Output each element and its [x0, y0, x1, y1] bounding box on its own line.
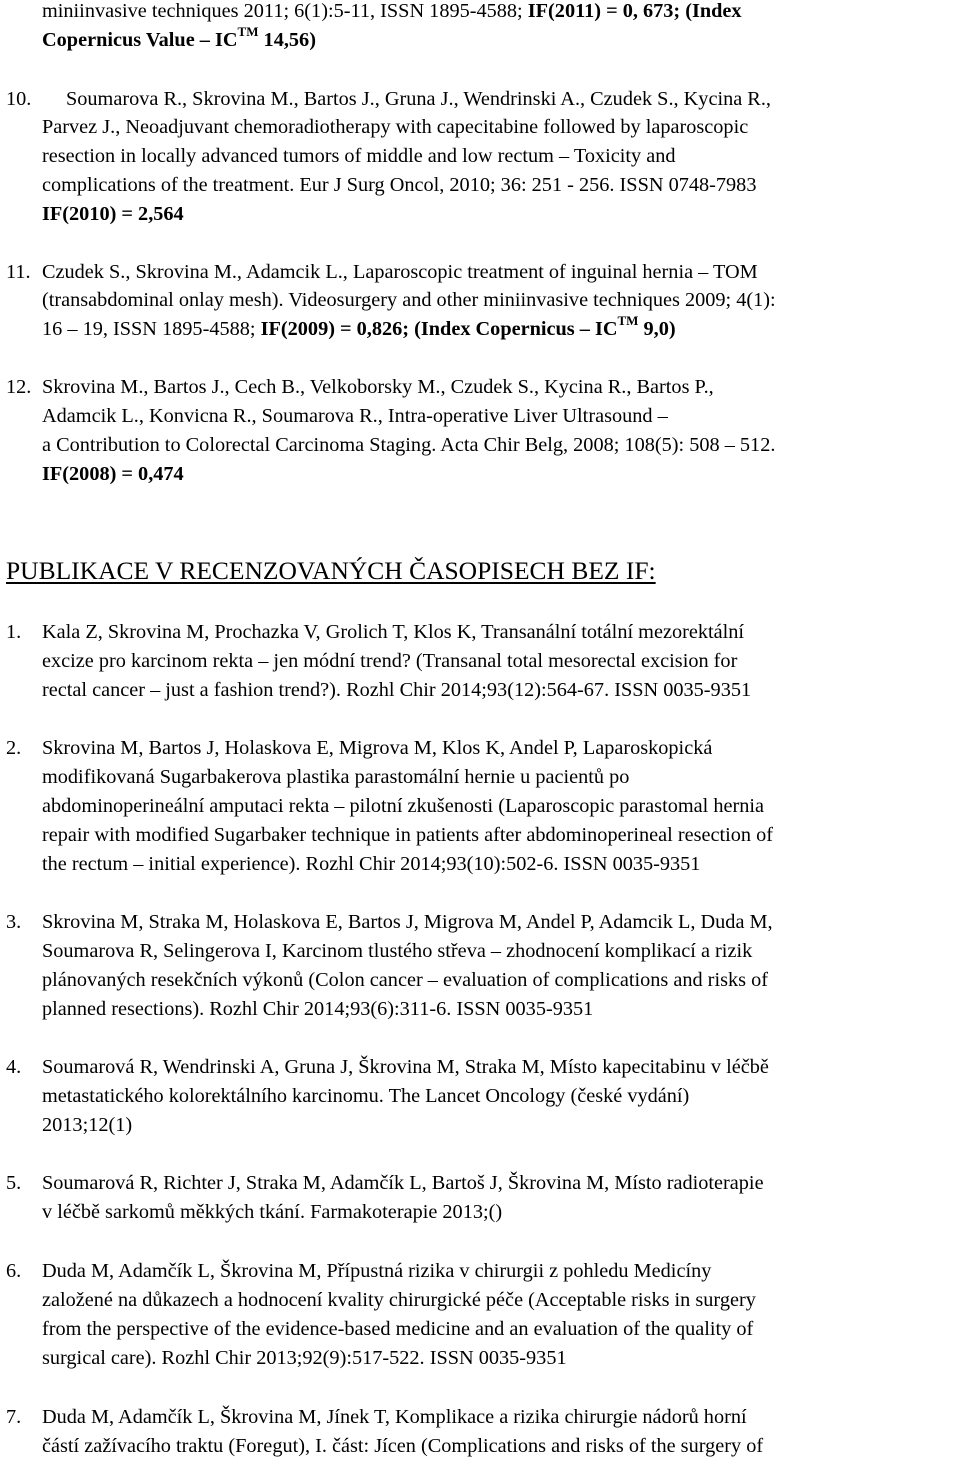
ref-line: resection in locally advanced tumors of middle and low rectum – Toxicity and [42, 145, 676, 167]
ref-line: Soumarova R., Skrovina M., Bartos J., Gruna J., Wendrinski A., Czudek S., Kycina R., [66, 88, 771, 110]
ref-line: Soumarova R, Selingerova I, Karcinom tlustého střeva – zhodnocení komplikací a rizik [42, 940, 753, 962]
top-entry-if: IF(2011) = 0, 673; (Index [527, 0, 742, 22]
ref-line: Skrovina M., Bartos J., Cech B., Velkoborsky M., Czudek S., Kycina R., Bartos P., [42, 376, 714, 398]
ref-number: 3. [6, 911, 22, 933]
top-entry-value: 14,56) [258, 29, 316, 51]
ref-number: 12. [6, 376, 32, 398]
ref-number: 1. [6, 621, 22, 643]
top-entry-sup: TM [237, 24, 259, 40]
ref-line: Soumarová R, Richter J, Straka M, Adamčík L, Bartoš J, Škrovina M, Místo radioterapie [42, 1172, 764, 1194]
ref-line: modifikovaná Sugarbakerova plastika parastomální hernie u pacientů po [42, 766, 630, 788]
ref-line: založené na důkazech a hodnocení kvality chirurgické péče (Acceptable risks in surgery [42, 1289, 756, 1311]
ref-line: repair with modified Sugarbaker technique in patients after abdominoperineal resection of [42, 824, 773, 846]
ref-line: částí zažívacího traktu (Foregut), I. část: Jícen (Complications and risks of the surgery of [42, 1435, 764, 1457]
ref-line: Skrovina M, Straka M, Holaskova E, Bartos J, Migrova M, Andel P, Adamcik L, Duda M, [42, 911, 773, 933]
ref-number: 4. [6, 1056, 22, 1078]
ref-if: IF(2010) = 2,564 [42, 203, 184, 225]
ref-line: Kala Z, Skrovina M, Prochazka V, Grolich T, Klos K, Transanální totální mezorektální [42, 621, 745, 643]
ref-line: metastatického kolorektálního karcinomu. The Lancet Oncology (české vydání) [42, 1085, 690, 1107]
ref-number: 5. [6, 1172, 22, 1194]
ref-line: plánovaných resekčních výkonů (Colon cancer – evaluation of complications and risks of [42, 969, 768, 991]
ref-if: IF(2008) = 0,474 [42, 463, 184, 485]
ref-text: 16 – 19, ISSN 1895-4588; [42, 318, 261, 340]
ref-line: Soumarová R, Wendrinski A, Gruna J, Škrovina M, Straka M, Místo kapecitabinu v léčbě [42, 1056, 769, 1078]
ref-line: the rectum – initial experience). Rozhl Chir 2014;93(10):502-6. ISSN 0035-9351 [42, 853, 701, 875]
ref-line: v léčbě sarkomů měkkých tkání. Farmakoterapie 2013;() [42, 1201, 503, 1223]
ref-line: a Contribution to Colorectal Carcinoma Staging. Acta Chir Belg, 2008; 108(5): 508 – 512. [42, 434, 776, 456]
ref-sup: TM [617, 313, 639, 329]
ref-line: Parvez J., Neoadjuvant chemoradiotherapy with capecitabine followed by laparoscopic [42, 116, 749, 138]
ref-line: 2013;12(1) [42, 1114, 133, 1136]
ref-line: Skrovina M, Bartos J, Holaskova E, Migrova M, Klos K, Andel P, Laparoskopická [42, 737, 713, 759]
ref-number: 6. [6, 1260, 22, 1282]
ref-line: Duda M, Adamčík L, Škrovina M, Jínek T, Komplikace a rizika chirurgie nádorů horní [42, 1406, 747, 1428]
ref-line: rectal cancer – just a fashion trend?). Rozhl Chir 2014;93(12):564-67. ISSN 0035-9351 [42, 679, 752, 701]
section-heading: PUBLIKACE V RECENZOVANÝCH ČASOPISECH BEZ IF: [6, 556, 656, 585]
ref-line: planned resections). Rozhl Chir 2014;93(6):311-6. ISSN 0035-9351 [42, 998, 594, 1020]
ref-line: Czudek S., Skrovina M., Adamcik L., Laparoscopic treatment of inguinal hernia – TOM [42, 261, 758, 283]
top-entry-index: Copernicus Value – IC [42, 29, 238, 51]
ref-line: (transabdominal onlay mesh). Videosurgery and other miniinvasive techniques 2009; 4(1): [42, 289, 776, 311]
ref-if-value: 9,0) [638, 318, 676, 340]
ref-number: 7. [6, 1406, 22, 1428]
ref-line: excize pro karcinom rekta – jen módní trend? (Transanal total mesorectal excision for [42, 650, 738, 672]
ref-number: 10. [6, 88, 32, 110]
top-entry-line-1 [42, 0, 742, 26]
ref-if: IF(2009) = 0,826; (Index Copernicus – IC [260, 318, 618, 340]
ref-line: abdominoperineální amputaci rekta – pilotní zkušenosti (Laparoscopic parastomal hernia [42, 795, 764, 817]
ref-line [42, 315, 676, 344]
ref-line: from the perspective of the evidence-based medicine and an evaluation of the quality of [42, 1318, 754, 1340]
ref-line: Adamcik L., Konvicna R., Soumarova R., Intra-operative Liver Ultrasound – [42, 405, 668, 427]
top-entry-line-2 [42, 26, 316, 55]
top-entry-text: miniinvasive techniques 2011; 6(1):5-11, ISSN 1895-4588; [42, 0, 528, 22]
ref-line: Duda M, Adamčík L, Škrovina M, Přípustná rizika v chirurgii z pohledu Medicíny [42, 1260, 712, 1282]
ref-line: surgical care). Rozhl Chir 2013;92(9):517-522. ISSN 0035-9351 [42, 1347, 567, 1369]
ref-number: 11. [6, 261, 31, 283]
ref-number: 2. [6, 737, 22, 759]
ref-line: complications of the treatment. Eur J Surg Oncol, 2010; 36: 251 - 256. ISSN 0748-7983 [42, 174, 757, 196]
